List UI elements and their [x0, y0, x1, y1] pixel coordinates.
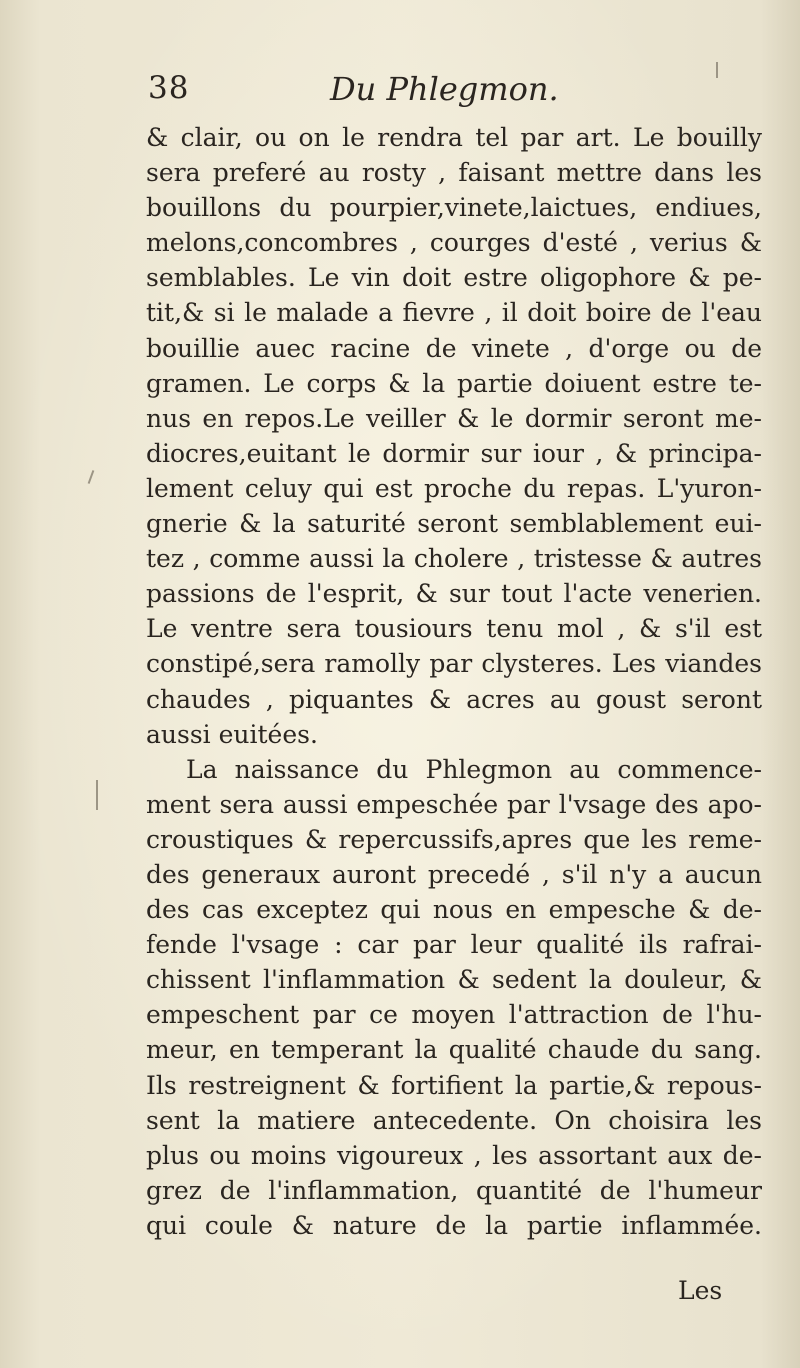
margin-mark [96, 780, 98, 810]
text-line: constipé,sera ramolly par clysteres. Les viandes [146, 649, 762, 679]
text-line: gramen. Le corps & la partie doiuent estre te- [146, 368, 762, 398]
paragraph [146, 120, 762, 752]
text-line: passions de l'esprit, & sur tout l'acte venerien. [146, 579, 762, 609]
text-line: semblables. Le vin doit estre oligophore & pe- [146, 263, 762, 293]
text-line: melons,concombres , courges d'esté , verius & [146, 228, 762, 258]
text-line: tez , comme aussi la cholere , tristesse & autres [146, 544, 762, 574]
text-line: aussi euitées. [146, 719, 318, 749]
text-line: & clair, ou on le rendra tel par art. Le bouilly [146, 123, 762, 152]
text-line: chaudes , piquantes & acres au goust seront [146, 684, 762, 714]
text-line: nus en repos.Le veiller & le dormir seront me- [146, 403, 762, 433]
text-line: chissent l'inflammation & sedent la douleur, & [146, 965, 762, 995]
text-line: Le ventre sera tousiours tenu mol , & s'il est [146, 614, 762, 644]
catchword: Les [678, 1276, 723, 1305]
text-line: grez de l'inflammation, quantité de l'humeur [146, 1175, 762, 1205]
text-line: fende l'vsage : car par leur qualité ils rafrai- [146, 930, 762, 960]
text-line: qui coule & nature de la partie inflammée. [146, 1210, 762, 1240]
paragraph [146, 752, 762, 1243]
text-line: Ils restreignent & fortifient la partie,& repous- [146, 1070, 762, 1100]
text-line: empeschent par ce moyen l'attraction de l'hu- [146, 1000, 762, 1030]
text-line: gnerie & la saturité seront semblablement eui- [146, 509, 762, 539]
text-line: sera preferé au rosty , faisant mettre dans les [146, 158, 762, 188]
text-line: La naissance du Phlegmon au commence- [186, 754, 762, 784]
margin-mark [716, 62, 718, 78]
text-line: bouillons du pourpier,vinete,laictues, endiues, [146, 193, 762, 223]
text-line: lement celuy qui est proche du repas. L'yuron- [146, 473, 762, 503]
page-header [148, 70, 748, 120]
text-line: plus ou moins vigoureux , les assortant aux de- [146, 1140, 762, 1170]
running-title: Du Phlegmon. [330, 70, 559, 108]
text-line: croustiques & repercussifs,apres que les reme- [146, 824, 762, 854]
text-line: des generaux auront precedé , s'il n'y a aucun [146, 859, 762, 889]
text-line: ment sera aussi empeschée par l'vsage des apo- [146, 789, 762, 819]
body-text [146, 120, 762, 1243]
text-line: bouillie auec racine de vinete , d'orge ou de [146, 333, 762, 363]
text-line: tit,& si le malade a fievre , il doit boire de l'eau [146, 298, 762, 328]
margin-mark [88, 470, 95, 484]
text-line: sent la matiere antecedente. On choisira les [146, 1105, 762, 1135]
text-line: des cas exceptez qui nous en empesche & de- [146, 895, 762, 925]
page-number: 38 [148, 70, 190, 106]
text-line: meur, en temperant la qualité chaude du sang. [146, 1035, 762, 1065]
text-line: diocres,euitant le dormir sur iour , & principa- [146, 438, 762, 468]
